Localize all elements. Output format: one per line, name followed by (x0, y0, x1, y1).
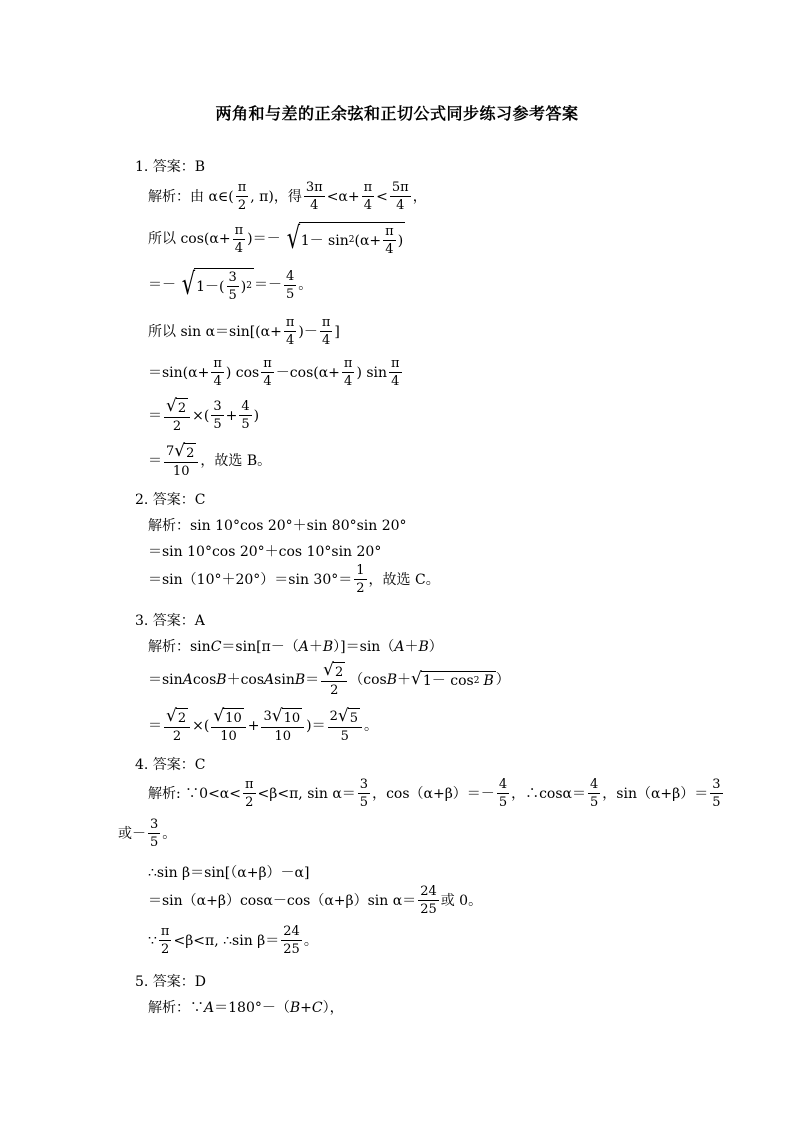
denominator: 5 (712, 795, 721, 810)
text: ，sin（α+β）＝ (602, 785, 709, 802)
denominator: 5 (285, 286, 295, 302)
text: ）， (322, 1000, 344, 1016)
radical-sign: √ (286, 221, 300, 256)
text: 或 0。 (440, 892, 483, 909)
fraction (710, 778, 722, 809)
fraction (418, 885, 439, 916)
sqrt-expression (323, 662, 345, 679)
fraction (497, 778, 509, 809)
numerator (164, 398, 190, 418)
q1-line-4 (148, 316, 340, 347)
sqrt-expression (272, 708, 302, 725)
fraction (261, 708, 304, 743)
text: 。 (303, 932, 318, 949)
text: ＝sin(α+ (148, 364, 210, 381)
radicand: 5 (348, 708, 360, 725)
text: ＋ (397, 671, 412, 688)
numerator: π (363, 180, 373, 195)
variable: A (264, 671, 275, 688)
radicand (194, 268, 254, 302)
q4-line-4 (148, 885, 482, 916)
denominator: 5 (241, 417, 250, 432)
radical-sign: √ (181, 267, 196, 302)
numerator: 24 (283, 924, 300, 939)
coefficient: 2 (329, 709, 338, 724)
variable: B (216, 671, 227, 688)
denominator: 4 (321, 333, 331, 348)
text: ，∴cosα＝ (511, 785, 587, 802)
text: ) cos (225, 364, 260, 381)
fraction (321, 662, 347, 697)
q4-line-2 (118, 818, 176, 849)
q1-line-6 (148, 398, 259, 433)
radical-sign: √ (271, 706, 283, 726)
radicand: 2 (176, 708, 188, 725)
text: ＋ (404, 639, 419, 655)
q2-line-2: ＝sin 10°cos 20°＋cos 10°sin 20° (148, 544, 382, 560)
text: ＝sin（α+β）cosα－cos（α+β）sin α＝ (148, 892, 417, 909)
fraction (211, 400, 223, 431)
variable: B (294, 671, 306, 688)
text: ，故选 B。 (200, 452, 272, 469)
denominator: 2 (330, 683, 339, 698)
denominator: 5 (213, 417, 222, 432)
numerator: 5π (391, 180, 409, 195)
numerator (164, 443, 198, 463)
fraction (164, 443, 198, 478)
numerator: π (263, 356, 272, 371)
numerator: 3 (359, 777, 369, 792)
text: ＝ (148, 717, 162, 734)
sqrt-expression (176, 268, 254, 302)
text: <β<π, ∴sin β＝ (173, 932, 280, 949)
radical-sign: √ (213, 706, 225, 726)
exponent: 2 (348, 235, 355, 245)
denominator: 2 (245, 795, 254, 810)
text: sin (274, 671, 295, 688)
sqrt-expression (281, 222, 406, 256)
fraction (328, 708, 362, 743)
variable: B (386, 671, 398, 688)
text: ，cos（α+β）＝－ (372, 785, 495, 802)
radical-sign: √ (323, 660, 334, 680)
text: ) sin (356, 364, 388, 381)
text: ＝sin[π－（ (221, 639, 299, 655)
q5-line-1 (148, 1001, 344, 1015)
variable: B (289, 1000, 301, 1016)
text: ) (253, 407, 260, 424)
denominator: 2 (172, 729, 182, 744)
radical-sign: √ (166, 396, 177, 416)
sqrt-expression (166, 398, 188, 415)
numerator: π (245, 777, 254, 792)
sqrt-expression (338, 708, 360, 725)
numerator: 3π (305, 180, 323, 195)
fraction (227, 271, 239, 302)
fraction (284, 316, 297, 347)
q1-line-3 (148, 268, 312, 302)
numerator: 4 (285, 268, 295, 284)
fraction (304, 181, 325, 212)
q1-line-1 (148, 181, 427, 212)
text: ＋ (308, 639, 323, 655)
sqrt-expression (213, 708, 243, 725)
denominator: 5 (150, 835, 159, 850)
denominator: 5 (340, 729, 349, 744)
numerator: 4 (498, 777, 508, 792)
text: (α+ (354, 232, 382, 249)
text: ＝sin (148, 671, 183, 688)
numerator (261, 708, 304, 728)
radicand: 2 (176, 398, 188, 415)
denominator: 25 (420, 902, 437, 917)
sqrt-expression (174, 443, 196, 460)
variable: B (322, 639, 334, 655)
variable: B (483, 673, 494, 689)
text: ＝180°－（ (214, 1000, 290, 1016)
q4-line-1 (148, 778, 725, 809)
variable: A (182, 671, 193, 688)
denominator: 10 (220, 729, 237, 744)
text: ＝ (305, 671, 320, 688)
denominator: 2 (237, 198, 247, 213)
text: ，故选 C。 (368, 571, 440, 588)
denominator: 4 (310, 198, 319, 213)
numerator: π (391, 356, 400, 371)
text: ×( (192, 717, 210, 734)
fraction (389, 357, 402, 388)
text: ＝ (148, 452, 162, 469)
fraction (284, 270, 296, 301)
denominator: 4 (234, 240, 243, 256)
denominator: 5 (359, 795, 369, 810)
numerator: 3 (228, 270, 237, 285)
numerator: 4 (241, 399, 250, 414)
fraction (243, 778, 256, 809)
numerator: 3 (712, 777, 721, 792)
q3-line-2 (148, 662, 510, 697)
text: 。 (162, 825, 177, 842)
denominator: 4 (285, 333, 295, 348)
text: 1－( (196, 278, 225, 295)
fraction (239, 400, 251, 431)
text: 所以 sin α＝sin[(α+ (148, 323, 282, 340)
radical-sign: √ (411, 669, 422, 689)
coefficient: 3 (263, 709, 272, 724)
q4-line-3: ∴sin β＝sin[（α+β）－α] (148, 865, 310, 881)
variable: B (418, 639, 429, 655)
fraction (261, 357, 274, 388)
radicand: 10 (282, 708, 303, 725)
fraction (236, 181, 249, 212)
fraction (342, 357, 355, 388)
radicand (421, 671, 496, 688)
text: ＝sin（10°＋20°）＝sin 30°＝ (148, 571, 353, 588)
exponent: 2 (246, 281, 252, 291)
denominator: 4 (391, 374, 400, 389)
numerator: 1 (356, 563, 365, 578)
fraction (148, 818, 160, 849)
radicand (299, 222, 405, 256)
fraction (164, 708, 190, 743)
fraction (211, 708, 245, 743)
numerator: π (343, 356, 353, 371)
q1-answer: 1. 答案：B (135, 159, 206, 175)
q3-line-3 (148, 708, 378, 743)
text: ] (334, 323, 340, 340)
text: 所以 cos(α+ (148, 231, 231, 247)
text: ) (240, 278, 247, 295)
q2-answer: 2. 答案：C (135, 492, 206, 508)
text: )＝－ (247, 231, 281, 247)
numerator: π (385, 224, 394, 239)
numerator: 4 (590, 777, 599, 792)
fraction (320, 316, 333, 347)
numerator: π (234, 222, 244, 238)
text: )－ (298, 323, 318, 340)
denominator: 5 (228, 288, 237, 303)
q1-line-2 (148, 222, 405, 256)
text: 解析：由 α∈( (148, 188, 234, 205)
radical-sign: √ (166, 706, 177, 726)
numerator: 3 (150, 817, 159, 832)
q5-answer: 5. 答案：D (135, 974, 207, 990)
text: < (376, 188, 388, 205)
text: ） (428, 639, 443, 655)
exponent: 2 (473, 675, 480, 686)
numerator: 3 (213, 399, 222, 414)
text: 解析: ∵0<α< (148, 785, 241, 802)
numerator: π (237, 180, 247, 195)
text: 1－ cos (422, 673, 474, 689)
sqrt-expression (166, 708, 188, 725)
denominator: 4 (385, 242, 394, 257)
denominator: 4 (263, 374, 272, 389)
denominator: 10 (172, 464, 190, 479)
numerator: π (160, 924, 170, 939)
text: ×( (192, 407, 210, 424)
denominator: 5 (590, 795, 599, 810)
text: ， (412, 188, 427, 205)
denominator: 5 (498, 795, 508, 810)
denominator: 2 (161, 942, 170, 957)
text: 解析：∵ (148, 1000, 204, 1016)
numerator: π (213, 356, 222, 371)
variable: C (311, 1000, 323, 1016)
text: <β<π, sin α＝ (257, 785, 356, 802)
text: 1－ sin (300, 232, 349, 249)
text: ∵ (148, 932, 157, 949)
denominator: 4 (363, 198, 373, 213)
fraction (159, 925, 172, 956)
fraction (390, 181, 411, 212)
text: ） (495, 671, 510, 688)
text: 或－ (118, 825, 146, 842)
text: , π)，得 (250, 188, 302, 205)
numerator (328, 708, 362, 728)
fraction (362, 181, 375, 212)
numerator: π (321, 315, 331, 330)
radical-sign: √ (337, 706, 349, 726)
denominator: 4 (396, 198, 405, 213)
q1-line-5 (148, 357, 404, 388)
numerator (321, 662, 347, 682)
fraction (383, 225, 396, 256)
text: cos (192, 671, 217, 688)
text: ＝ (148, 407, 162, 424)
variable: C (210, 639, 222, 655)
denominator: 2 (172, 419, 182, 434)
text: )＝ (306, 717, 326, 734)
text: ＋cos (226, 671, 265, 688)
text: 解析：sin (148, 639, 211, 655)
text: ＝－ (148, 277, 176, 293)
denominator: 4 (344, 374, 353, 389)
text: 。 (364, 717, 378, 734)
text: －cos(α+ (275, 364, 340, 381)
q3-line-1 (148, 640, 443, 654)
denominator: 4 (213, 374, 222, 389)
numerator (211, 708, 245, 728)
text: ) (397, 232, 404, 249)
q2-line-1: 解析：sin 10°cos 20°＋sin 80°sin 20° (148, 518, 407, 534)
variable: A (394, 639, 405, 655)
q1-line-7 (148, 443, 271, 478)
fraction (281, 925, 302, 956)
fraction (211, 357, 224, 388)
page-title: 两角和与差的正余弦和正切公式同步练习参考答案 (215, 104, 579, 123)
denominator: 25 (283, 942, 300, 957)
radicand: 2 (333, 662, 345, 679)
q4-line-5 (148, 925, 318, 956)
denominator: 2 (356, 581, 365, 596)
coefficient: 7 (166, 444, 175, 459)
text: （cos (349, 671, 387, 688)
radical-sign: √ (174, 441, 186, 461)
variable: A (204, 1000, 215, 1016)
variable: A (298, 639, 309, 655)
q2-line-3 (148, 564, 440, 595)
text: + (225, 407, 238, 424)
numerator: 24 (420, 884, 437, 899)
q4-answer: 4. 答案：C (135, 757, 206, 773)
fraction (358, 778, 370, 809)
fraction (588, 778, 600, 809)
sqrt-expression (411, 671, 496, 688)
fraction (164, 398, 190, 433)
fraction (354, 564, 366, 595)
denominator: 10 (274, 729, 292, 744)
q3-answer: 3. 答案：A (135, 613, 205, 629)
numerator: π (285, 315, 295, 330)
text: ＝－ (253, 277, 282, 293)
text: + (247, 717, 260, 734)
text: ）]＝sin（ (333, 639, 395, 655)
radicand: 10 (223, 708, 244, 725)
text: 。 (298, 277, 313, 293)
numerator (164, 708, 190, 728)
radicand: 2 (184, 443, 196, 460)
fraction (233, 224, 246, 255)
text: + (300, 1000, 312, 1016)
text: <α+ (326, 188, 360, 205)
